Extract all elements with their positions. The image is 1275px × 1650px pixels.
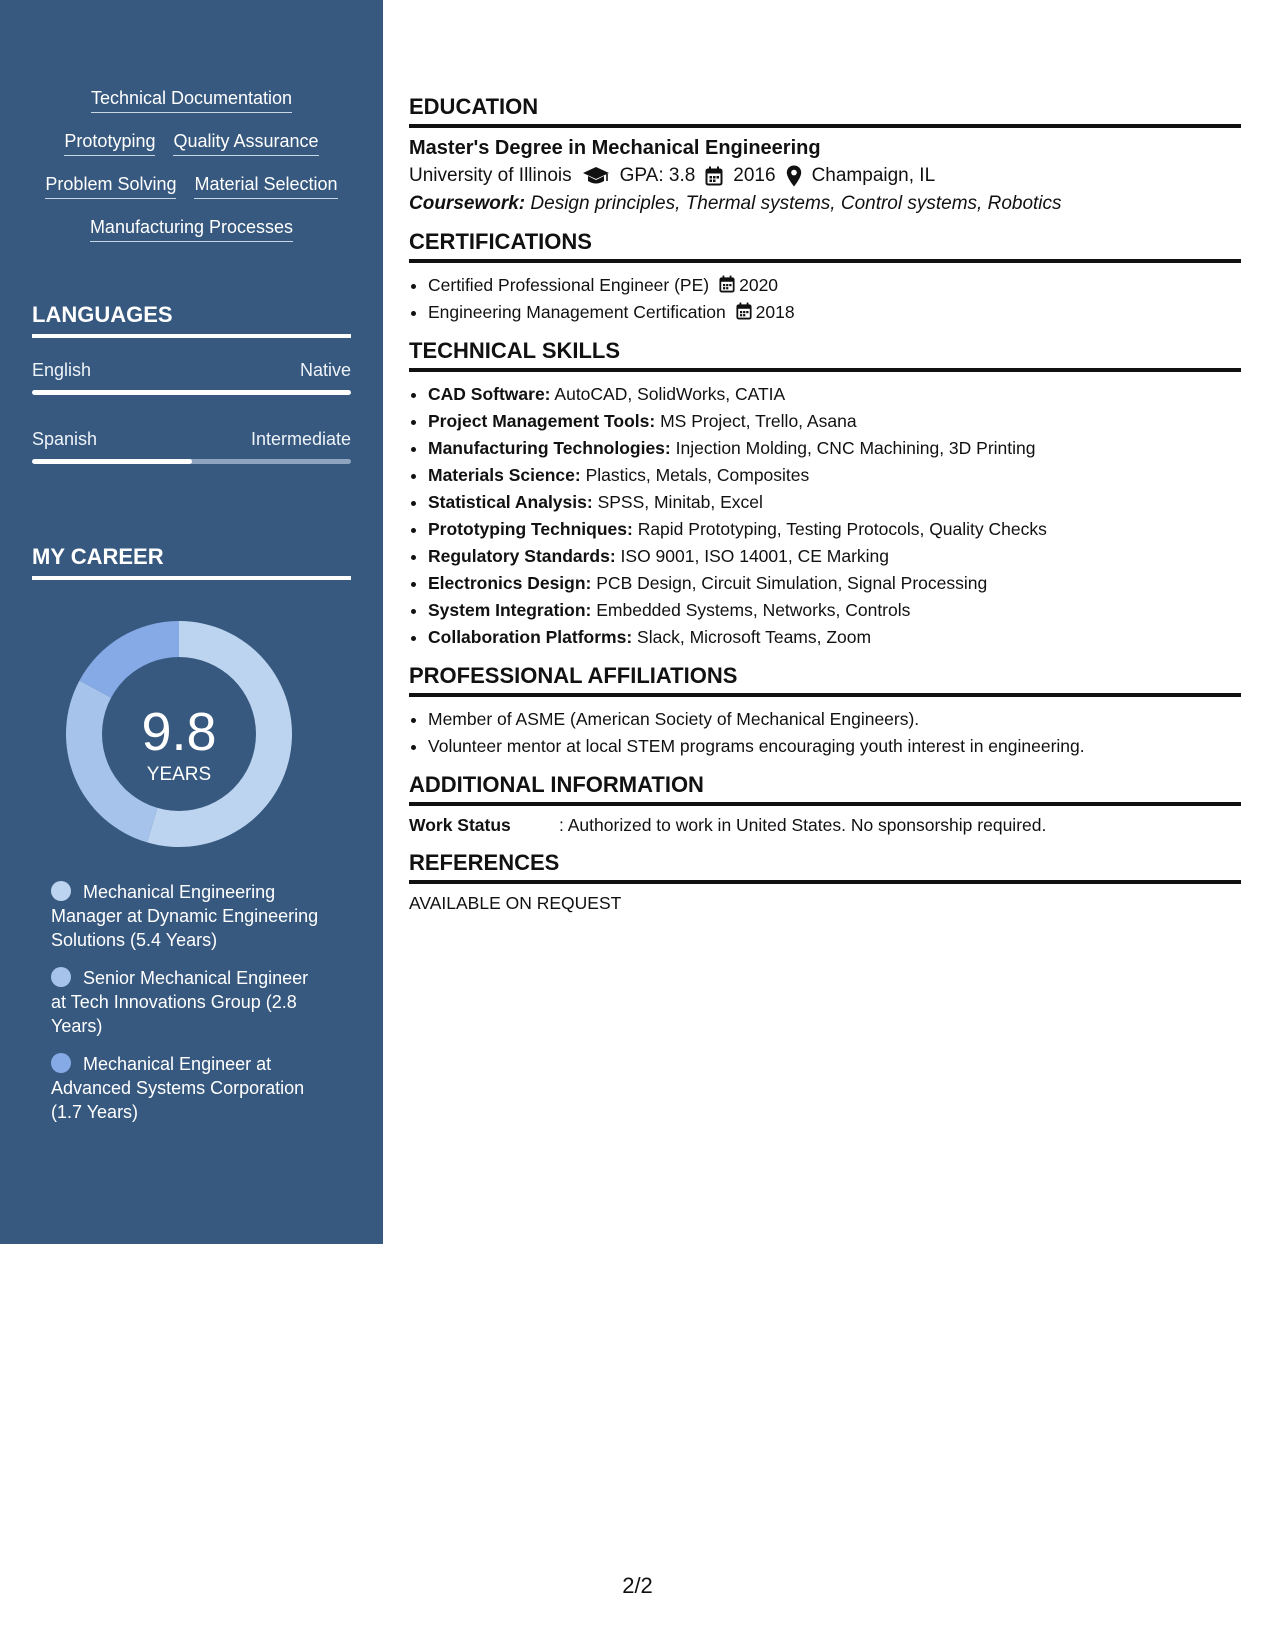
skill-item <box>428 435 1241 462</box>
skill-tag: Quality Assurance <box>173 131 318 156</box>
skill-item <box>428 381 1241 408</box>
skill-tag-row <box>0 174 383 199</box>
affiliations-list <box>409 706 1241 760</box>
skill-tag-row <box>0 88 383 113</box>
skill-label: System Integration: <box>428 600 592 620</box>
language-english <box>32 360 351 381</box>
school-name: University of Illinois <box>409 165 572 186</box>
work-status-label: Work Status <box>409 815 511 835</box>
certifications-section <box>409 229 1241 326</box>
skill-label: Manufacturing Technologies: <box>428 438 671 458</box>
certification-name: Certified Professional Engineer (PE) <box>428 275 710 295</box>
skill-label: Regulatory Standards: <box>428 546 616 566</box>
additional-info-section <box>409 772 1241 836</box>
skill-item <box>428 543 1241 570</box>
skill-tag: Prototyping <box>64 131 155 156</box>
degree-title: Master's Degree in Mechanical Engineering <box>409 137 821 159</box>
legend-dot <box>51 881 71 901</box>
sidebar <box>0 0 383 1244</box>
list-item: • Member of ASME (American Society of Mechanical Engineers). <box>428 706 1241 733</box>
skill-item <box>428 624 1241 651</box>
references-text: AVAILABLE ON REQUEST <box>409 893 622 913</box>
skill-item <box>428 597 1241 624</box>
affiliations-section <box>409 663 1241 760</box>
section-title: CERTIFICATIONS <box>409 229 1241 263</box>
section-title: REFERENCES <box>409 850 1241 884</box>
career-item-text: Senior Mechanical Engineer at Tech Innovations Group (2.8 Years) <box>51 968 309 1036</box>
skill-label: Prototyping Techniques: <box>428 519 633 539</box>
career-item <box>51 880 321 952</box>
page-number: 2/2 <box>622 1573 653 1598</box>
skill-tag: Material Selection <box>194 174 337 199</box>
career-item-text: Mechanical Engineering Manager at Dynamic Engineering Solutions (5.4 Years) <box>51 882 319 950</box>
skill-value: Rapid Prototyping, Testing Protocols, Quality Checks <box>632 519 1047 539</box>
graduation-cap-icon <box>582 166 610 186</box>
legend-dot <box>51 1053 71 1073</box>
career-item <box>51 1052 321 1124</box>
work-status-value: : Authorized to work in United States. No sponsorship required. <box>559 815 1047 835</box>
skill-label: Electronics Design: <box>428 573 592 593</box>
skill-tag-row <box>0 217 383 242</box>
legend-dot <box>51 967 71 987</box>
career-item <box>51 966 321 1038</box>
language-name: Spanish <box>32 429 98 449</box>
skill-value: Slack, Microsoft Teams, Zoom <box>632 627 872 647</box>
skill-tag: Problem Solving <box>45 174 176 199</box>
certification-year: 2020 <box>739 275 779 295</box>
certification-year: 2018 <box>755 302 795 322</box>
career-total-years: 9.8 <box>141 702 217 762</box>
references-section <box>409 850 1241 914</box>
calendar-icon <box>705 166 723 186</box>
skill-value: SPSS, Minitab, Excel <box>592 492 763 512</box>
skill-value: PCB Design, Circuit Simulation, Signal Processing <box>591 573 988 593</box>
skill-value: ISO 9001, ISO 14001, CE Marking <box>615 546 890 566</box>
certification-name: Engineering Management Certification <box>428 302 726 322</box>
certifications-list <box>409 272 1241 326</box>
skill-value: AutoCAD, SolidWorks, CATIA <box>550 384 786 404</box>
skill-tag-row <box>0 131 383 156</box>
gpa: GPA: 3.8 <box>619 165 696 186</box>
language-level: Native <box>299 360 351 380</box>
skill-tag: Technical Documentation <box>91 88 292 113</box>
skill-label: Project Management Tools: <box>428 411 656 431</box>
calendar-icon <box>736 302 752 320</box>
school-location: Champaign, IL <box>811 165 936 186</box>
skills-tags <box>0 88 383 242</box>
skill-tag: Manufacturing Processes <box>90 217 293 242</box>
career-list <box>51 880 321 1138</box>
language-bar-english <box>32 390 351 395</box>
skill-item <box>428 570 1241 597</box>
certification-item <box>428 272 1241 299</box>
main-content <box>409 94 1241 926</box>
language-name: English <box>32 360 92 380</box>
coursework-label: Coursework: <box>409 193 526 214</box>
language-bar-fill <box>32 390 351 395</box>
skill-label: Materials Science: <box>428 465 581 485</box>
skill-value: Embedded Systems, Networks, Controls <box>591 600 911 620</box>
language-level: Intermediate <box>250 429 351 449</box>
skill-label: Collaboration Platforms: <box>428 627 633 647</box>
coursework-list: Design principles, Thermal systems, Control systems, Robotics <box>525 193 1062 214</box>
language-bar-fill <box>32 459 192 464</box>
work-status-row <box>409 815 1241 836</box>
skill-label: CAD Software: <box>428 384 551 404</box>
section-title: PROFESSIONAL AFFILIATIONS <box>409 663 1241 697</box>
language-spanish <box>32 429 351 450</box>
language-bar-spanish <box>32 459 351 464</box>
skill-value: Injection Molding, CNC Machining, 3D Printing <box>670 438 1036 458</box>
certification-item <box>428 299 1241 326</box>
skill-value: Plastics, Metals, Composites <box>580 465 810 485</box>
skill-value: MS Project, Trello, Asana <box>655 411 857 431</box>
location-pin-icon <box>786 165 802 187</box>
skill-item <box>428 516 1241 543</box>
calendar-icon <box>719 275 735 293</box>
education-section <box>409 94 1241 215</box>
section-title: EDUCATION <box>409 94 1241 128</box>
graduation-year: 2016 <box>733 165 776 186</box>
skill-item <box>428 489 1241 516</box>
career-item-text: Mechanical Engineer at Advanced Systems Corporation (1.7 Years) <box>51 1054 305 1122</box>
career-years-label: YEARS <box>146 764 212 785</box>
coursework <box>409 193 1241 215</box>
list-item: • Volunteer mentor at local STEM programs encouraging youth interest in engineering. <box>428 733 1241 760</box>
skill-label: Statistical Analysis: <box>428 492 593 512</box>
section-title: ADDITIONAL INFORMATION <box>409 772 1241 806</box>
skill-item <box>428 462 1241 489</box>
career-heading: MY CAREER <box>32 544 351 580</box>
languages-heading: LANGUAGES <box>32 302 351 338</box>
skill-item <box>428 408 1241 435</box>
career-donut-chart <box>66 621 292 847</box>
technical-skills-section <box>409 338 1241 651</box>
education-details <box>409 165 1241 187</box>
technical-skills-list <box>409 381 1241 651</box>
section-title: TECHNICAL SKILLS <box>409 338 1241 372</box>
